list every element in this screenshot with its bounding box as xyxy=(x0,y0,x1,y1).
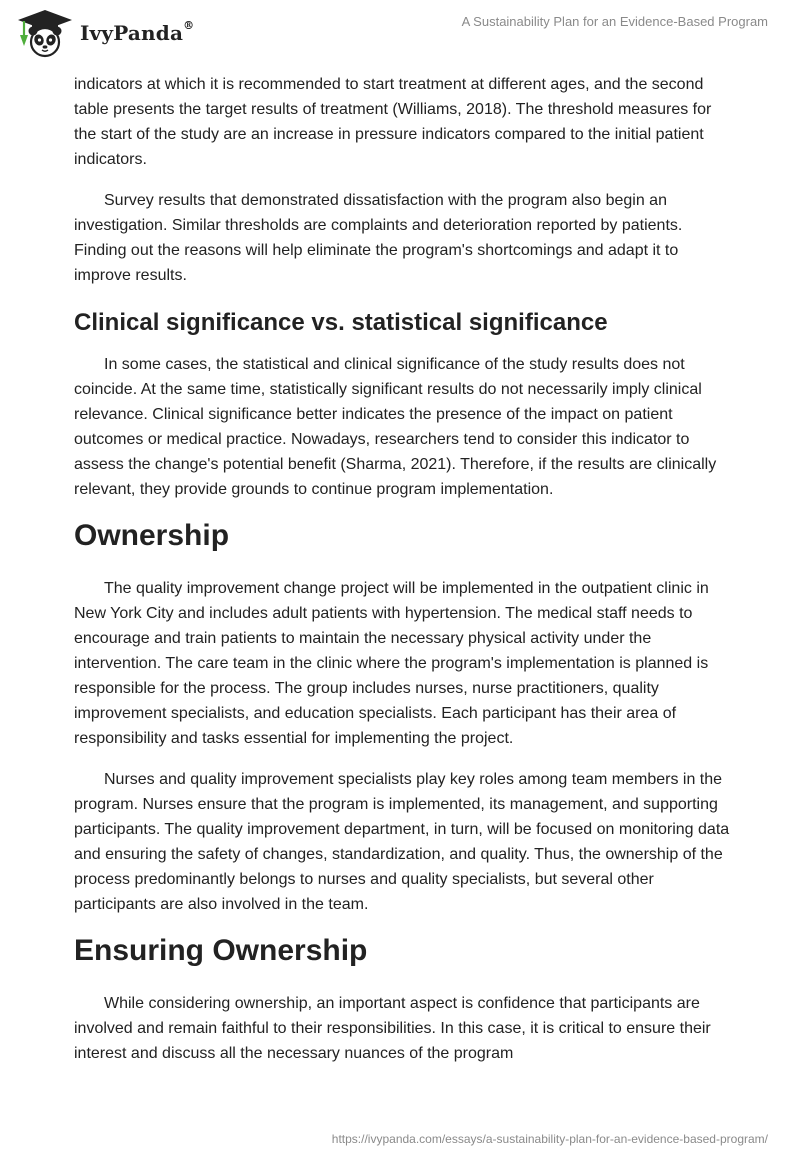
clinical-significance-heading: Clinical significance vs. statistical significance xyxy=(74,309,608,336)
survey-paragraph: Survey results that demonstrated dissatisfaction with the program also begin an investigation. Similar thresholds are complaints and deterioration reported by patients. Finding out the reasons will help eliminate the program's shortcomings and adapt it to improve results. xyxy=(74,192,683,284)
essay-content xyxy=(74,72,734,1082)
registered-mark: ® xyxy=(183,19,195,32)
panda-graduate-icon xyxy=(14,8,76,58)
ownership-paragraph-1: The quality improvement change project will be implemented in the outpatient clinic in New York City and includes adult patients with hypertension. The medical staff needs to encourage and train patients to maintain the necessary physical activity under the intervention. The care team in the clinic where the program's implementation is planned is responsible for the process. The group includes nurses, nurse practitioners, quality improvement specialists, and education specialists. Each participant has their area of responsibility and tasks essential for implementing the project. xyxy=(74,580,709,747)
clinical-significance-paragraph: In some cases, the statistical and clinical significance of the study results does not coincide. At the same time, statistically significant results do not necessarily imply clinical relevance. Clinical significance better indicates the presence of the impact on patient outcomes or medical practice. Nowadays, researchers tend to consider this indicator to assess the change's potential benefit (Sharma, 2021). Therefore, if the results are clinically relevant, they provide grounds to continue program implementation. xyxy=(74,356,717,498)
page-header xyxy=(0,0,800,72)
logo[interactable] xyxy=(14,8,194,58)
intro-paragraph: indicators at which it is recommended to start treatment at different ages, and the second table presents the target results of treatment (Williams, 2018). The threshold measures for the start of the study are an increase in pressure indicators compared to the initial patient indicators. xyxy=(74,76,712,168)
ownership-heading: Ownership xyxy=(74,519,230,552)
ensuring-ownership-heading: Ensuring Ownership xyxy=(74,934,368,967)
brand-name: IvyPanda® xyxy=(80,19,195,45)
ensuring-ownership-paragraph: While considering ownership, an important aspect is confidence that participants are involved and remain faithful to their responsibilities. In this case, it is critical to ensure their interest and discuss all the necessary nuances of the program xyxy=(74,995,711,1062)
document-title: A Sustainability Plan for an Evidence-Based Program xyxy=(461,14,768,29)
ownership-paragraph-2: Nurses and quality improvement specialists play key roles among team members in the program. Nurses ensure that the program is implemented, its management, and supporting participants. The quality improvement department, in turn, will be focused on monitoring data and ensuring the safety of changes, standardization, and quality. Thus, the ownership of the process predominantly belongs to nurses and quality specialists, but several other participants are also involved in the team. xyxy=(74,771,730,913)
footer-url[interactable]: https://ivypanda.com/essays/a-sustainability-plan-for-an-evidence-based-program/ xyxy=(331,1132,768,1146)
